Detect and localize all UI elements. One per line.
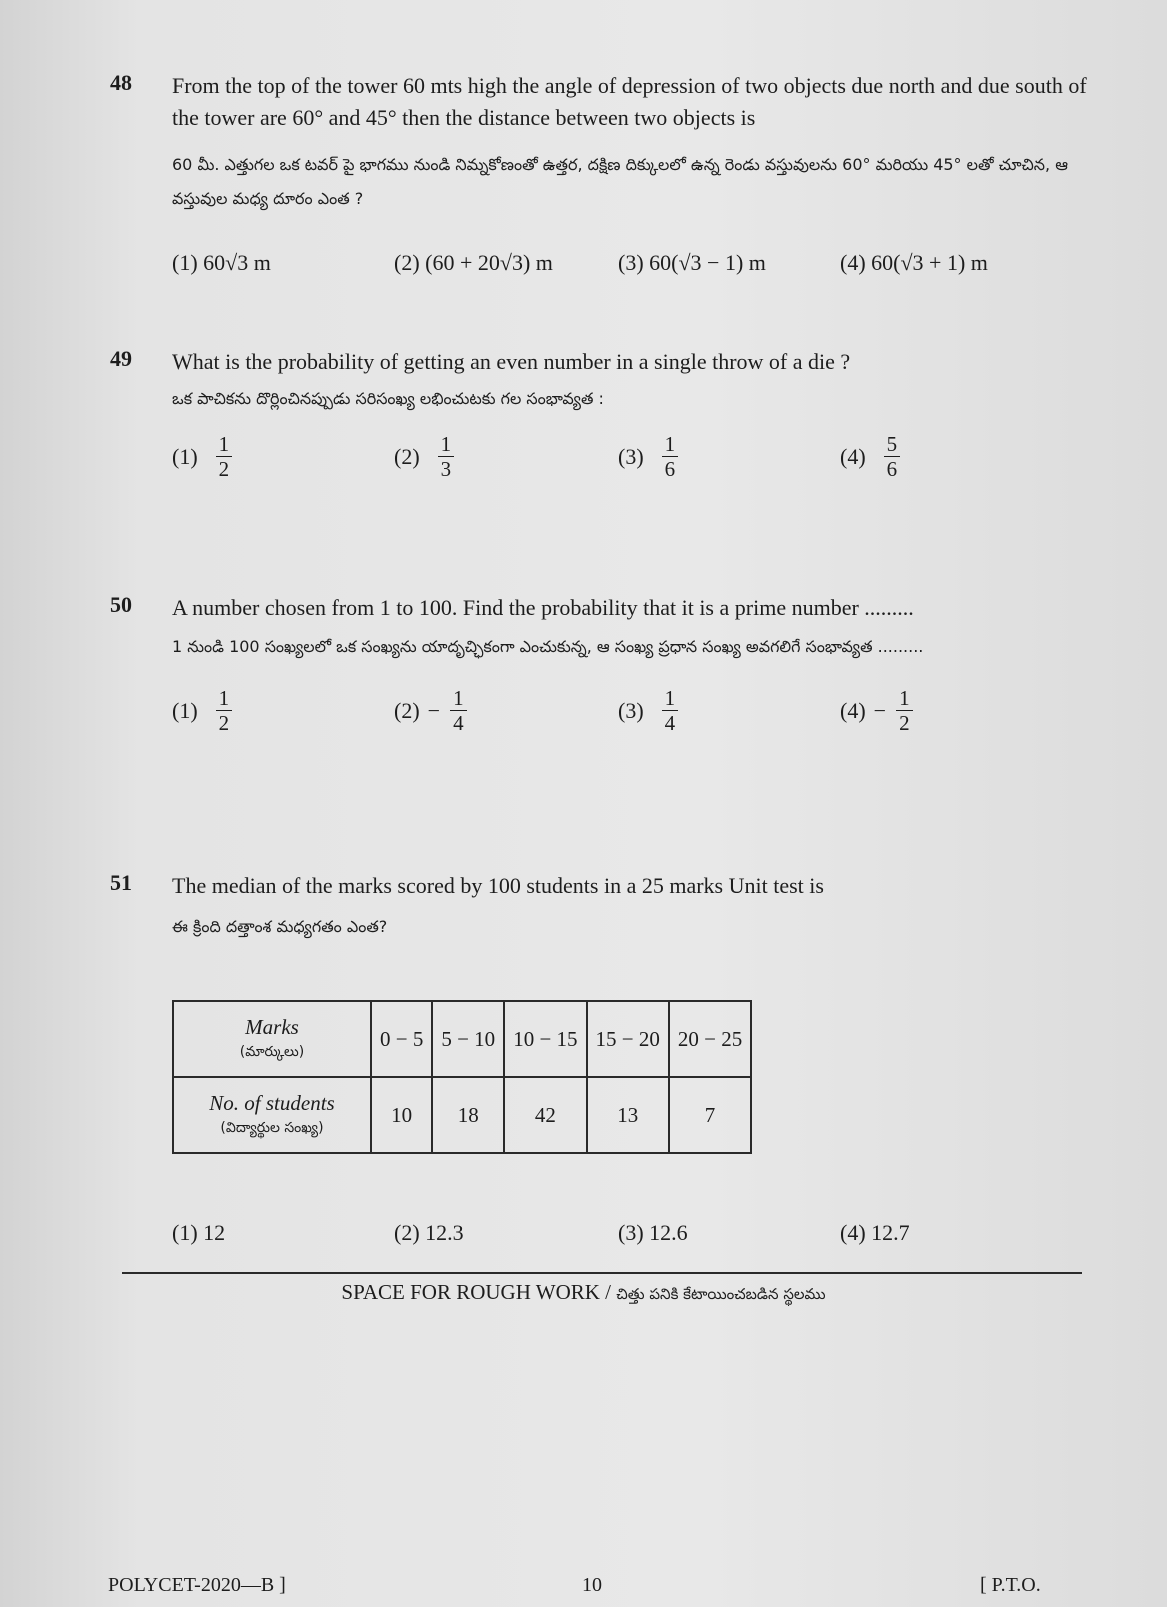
numerator: 1 — [438, 432, 455, 457]
option-3[interactable] — [618, 432, 678, 481]
option-label: (1) — [172, 697, 198, 723]
rough-work-te: చిత్తు పనికి కేటాయించబడిన స్థలము — [616, 1285, 826, 1303]
option-4[interactable]: (4) 60(√3 + 1) m — [840, 250, 988, 275]
numerator: 1 — [450, 686, 467, 711]
numerator: 5 — [884, 432, 901, 457]
paper-code: POLYCET-2020—B ] — [108, 1574, 286, 1596]
numerator: 1 — [896, 686, 913, 711]
option-label: (1) — [172, 443, 198, 469]
denominator: 6 — [886, 457, 898, 481]
options — [172, 432, 1100, 492]
denominator: 4 — [664, 711, 676, 735]
option-1[interactable] — [172, 686, 232, 735]
fraction — [438, 432, 455, 481]
rough-work-en: SPACE FOR ROUGH WORK / — [341, 1280, 611, 1304]
table-header-cell — [173, 1001, 371, 1077]
denominator: 2 — [218, 711, 230, 735]
question-text-te: 60 మీ. ఎత్తుగల ఒక టవర్ పై భాగము నుండి నిమ్నకోణంతో ఉత్తర, దక్షిణ దిక్కులలో ఉన్న రెండు వస్తువులను 60° మరియు 45° లతో చూచిన, ఆ వస్తువుల మధ్య దూరం ఎంత ? — [172, 155, 1068, 208]
question-51-options-wrap — [110, 1220, 1100, 1280]
option-1[interactable] — [172, 432, 232, 481]
denominator: 2 — [899, 711, 910, 735]
table-cell: 7 — [669, 1077, 751, 1153]
numerator: 1 — [216, 686, 233, 711]
option-1[interactable]: (1) 60√3 m — [172, 250, 271, 275]
option-label: (2) — [394, 697, 420, 723]
table-row — [173, 1001, 751, 1077]
fraction — [896, 686, 913, 735]
denominator: 4 — [453, 711, 464, 735]
question-text-te: ఒక పాచికను దొర్లించినప్పుడు సరిసంఖ్య లభించుటకు గల సంభావ్యత : — [172, 389, 604, 408]
options — [172, 250, 1100, 310]
question-text-en: A number chosen from 1 to 100. Find the probability that it is a prime number ......... — [172, 595, 914, 620]
option-4[interactable] — [840, 432, 900, 481]
table-cell: 42 — [504, 1077, 586, 1153]
option-label: (3) — [618, 443, 644, 469]
option-2[interactable] — [394, 686, 467, 735]
fraction — [450, 686, 467, 735]
denominator: 2 — [218, 457, 230, 481]
table-cell: 13 — [587, 1077, 669, 1153]
option-label: (4) — [840, 697, 866, 723]
row-label-te: (విద్యార్థుల సంఖ్య) — [220, 1120, 324, 1136]
table-cell: 5 − 10 — [432, 1001, 504, 1077]
fraction — [662, 686, 679, 735]
fraction — [216, 686, 233, 735]
question-number: 50 — [110, 592, 132, 617]
question-49 — [110, 346, 1100, 492]
option-label: (3) — [618, 697, 644, 723]
option-3[interactable]: (3) 60(√3 − 1) m — [618, 250, 766, 275]
question-text-en: What is the probability of getting an even number in a single throw of a die ? — [172, 349, 851, 374]
option-2[interactable] — [394, 432, 454, 481]
option-sign: − — [427, 697, 441, 723]
table-header-cell — [173, 1077, 371, 1153]
option-label: (2) — [394, 443, 420, 469]
question-text-te: ఈ క్రింది దత్తాంశ మధ్యగతం ఎంత? — [172, 917, 388, 936]
table-cell: 0 − 5 — [371, 1001, 432, 1077]
numerator: 1 — [662, 686, 679, 711]
options — [172, 686, 1100, 746]
pto-note: [ P.T.O. — [980, 1574, 1041, 1596]
row-label-te: (మార్కులు) — [239, 1044, 305, 1060]
denominator: 6 — [664, 457, 676, 481]
table-cell: 20 − 25 — [669, 1001, 751, 1077]
fraction — [662, 432, 679, 481]
option-4[interactable] — [840, 686, 913, 735]
option-3[interactable] — [618, 686, 678, 735]
option-sign: − — [873, 697, 887, 723]
table-cell: 10 − 15 — [504, 1001, 586, 1077]
question-48 — [110, 70, 1100, 310]
option-1[interactable]: (1) 12 — [172, 1220, 226, 1245]
option-4[interactable]: (4) 12.7 — [840, 1220, 910, 1245]
fraction — [884, 432, 901, 481]
option-2[interactable]: (2) (60 + 20√3) m — [394, 250, 553, 275]
row-label: Marks — [245, 1015, 299, 1039]
table-cell: 10 — [371, 1077, 432, 1153]
question-text-te: 1 నుండి 100 సంఖ్యలలో ఒక సంఖ్యను యాదృచ్ఛికంగా ఎంచుకున్న, ఆ సంఖ్య ప్రధాన సంఖ్య అవగలిగే సంభావ్యత ......... — [172, 637, 924, 656]
numerator: 1 — [662, 432, 679, 457]
fraction — [216, 432, 233, 481]
numerator: 1 — [216, 432, 233, 457]
option-label: (4) — [840, 443, 866, 469]
table-row — [173, 1077, 751, 1153]
denominator: 3 — [440, 457, 452, 481]
question-number: 51 — [110, 870, 132, 895]
table-cell: 15 − 20 — [587, 1001, 669, 1077]
question-number: 48 — [110, 70, 132, 95]
option-3[interactable]: (3) 12.6 — [618, 1220, 688, 1245]
question-number: 49 — [110, 346, 132, 371]
question-text-en: The median of the marks scored by 100 students in a 25 marks Unit test is — [172, 873, 824, 898]
question-51 — [110, 870, 1100, 944]
table-cell: 18 — [432, 1077, 504, 1153]
row-label: No. of students — [209, 1091, 335, 1115]
marks-frequency-table — [172, 1000, 752, 1154]
divider — [122, 1272, 1082, 1274]
question-50 — [110, 592, 1100, 746]
question-text-en: From the top of the tower 60 mts high the angle of depression of two objects due north and due south of the tower are 60° and 45° then the distance between two objects is — [172, 73, 1087, 130]
options — [172, 1220, 1100, 1280]
option-2[interactable]: (2) 12.3 — [394, 1220, 464, 1245]
rough-work-heading — [0, 1280, 1167, 1307]
page-number: 10 — [582, 1574, 602, 1596]
